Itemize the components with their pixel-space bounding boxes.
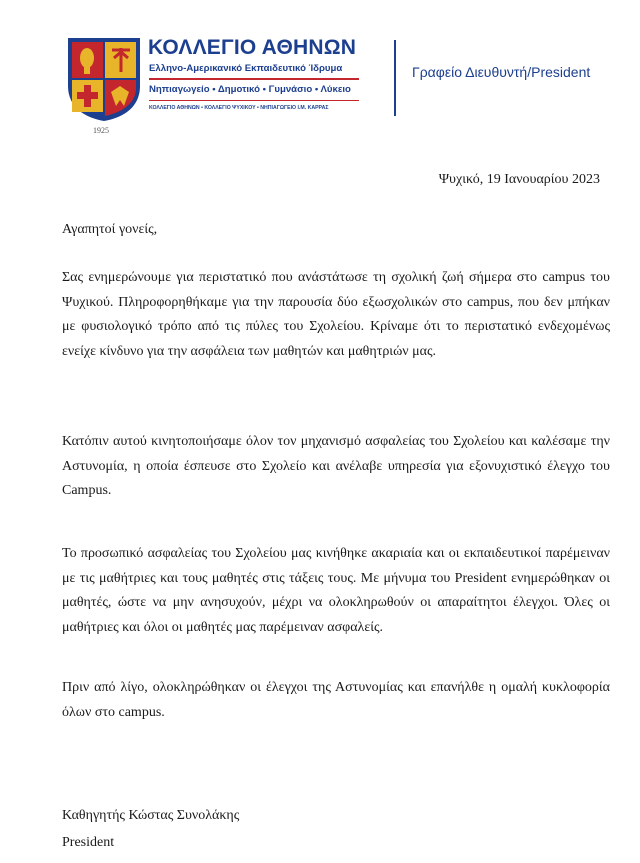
divider-rule [149, 100, 359, 101]
founded-year: 1925 [93, 126, 109, 135]
school-levels: Νηπιαγωγείο • Δημοτικό • Γυμνάσιο • Λύκειο [149, 84, 351, 95]
school-campuses: ΚΟΛΛΕΓΙΟ ΑΘΗΝΩΝ • ΚΟΛΛΕΓΙΟ ΨΥΧΙΚΟΥ • ΝΗΠΙΑΓΩΓΕΙΟ Ι.Μ. ΚΑΡΡΑΣ [149, 105, 329, 111]
signature-name: Καθηγητής Κώστας Συνολάκης [62, 808, 240, 823]
school-name: ΚΟΛΛΕΓΙΟ ΑΘΗΝΩΝ [148, 36, 357, 59]
vertical-divider [394, 40, 396, 116]
school-crest-logo [66, 36, 142, 122]
signature-title: President [62, 835, 115, 850]
letter-greeting: Αγαπητοί γονείς, [62, 222, 158, 237]
letter-paragraph: Κατόπιν αυτού κινητοποιήσαμε όλον τον μηχανισμό ασφαλείας του Σχολείου και καλέσαμε την Αστυνομία, η οποία έσπευσε στο Σχολείο και ανέλαβε υπηρεσία για εξονυχιστικό έλεγχο του Campus. [62, 434, 610, 498]
letter-paragraph: Το προσωπικό ασφαλείας του Σχολείου μας κινήθηκε ακαριαία και οι εκπαιδευτικοί παρέμειναν με τις μαθήτριες και τους μαθητές στις τάξεις τους. Με μήνυμα του President ενημερώθηκαν οι μαθητές, ώστε να μην ανησυχούν, μέχρι να ολοκληρωθούν οι απαραίτητοι έλεγχοι. Όλες οι μαθήτριες και όλοι οι μαθητές μας παρέμειναν ασφαλείς. [62, 546, 610, 635]
divider-rule [149, 78, 359, 80]
letter-paragraph: Σας ενημερώνουμε για περιστατικό που ανάστάτωσε τη σχολική ζωή σήμερα στο campus του Ψυχικού. Πληροφορηθήκαμε για την παρουσία δύο εξωσχολικών στο campus, που δεν μπήκαν με φυσιολογικό τρόπο από τις πύλες του Σχολείου. Κρίναμε ότι το περιστατικό ενδεχομένως ενείχε κίνδυνο για την ασφάλεια των μαθητών και μαθητριών μας. [62, 270, 610, 359]
letterhead [0, 0, 640, 150]
office-title: Γραφείο Διευθυντή/President [412, 64, 591, 80]
school-subtitle: Ελληνο-Αμερικανικό Εκπαιδευτικό Ίδρυμα [149, 63, 343, 74]
letter-date: Ψυχικό, 19 Ιανουαρίου 2023 [438, 172, 600, 187]
letter-paragraph: Πριν από λίγο, ολοκληρώθηκαν οι έλεγχοι της Αστυνομίας και επανήλθε η ομαλή κυκλοφορία όλων στο campus. [62, 680, 610, 720]
